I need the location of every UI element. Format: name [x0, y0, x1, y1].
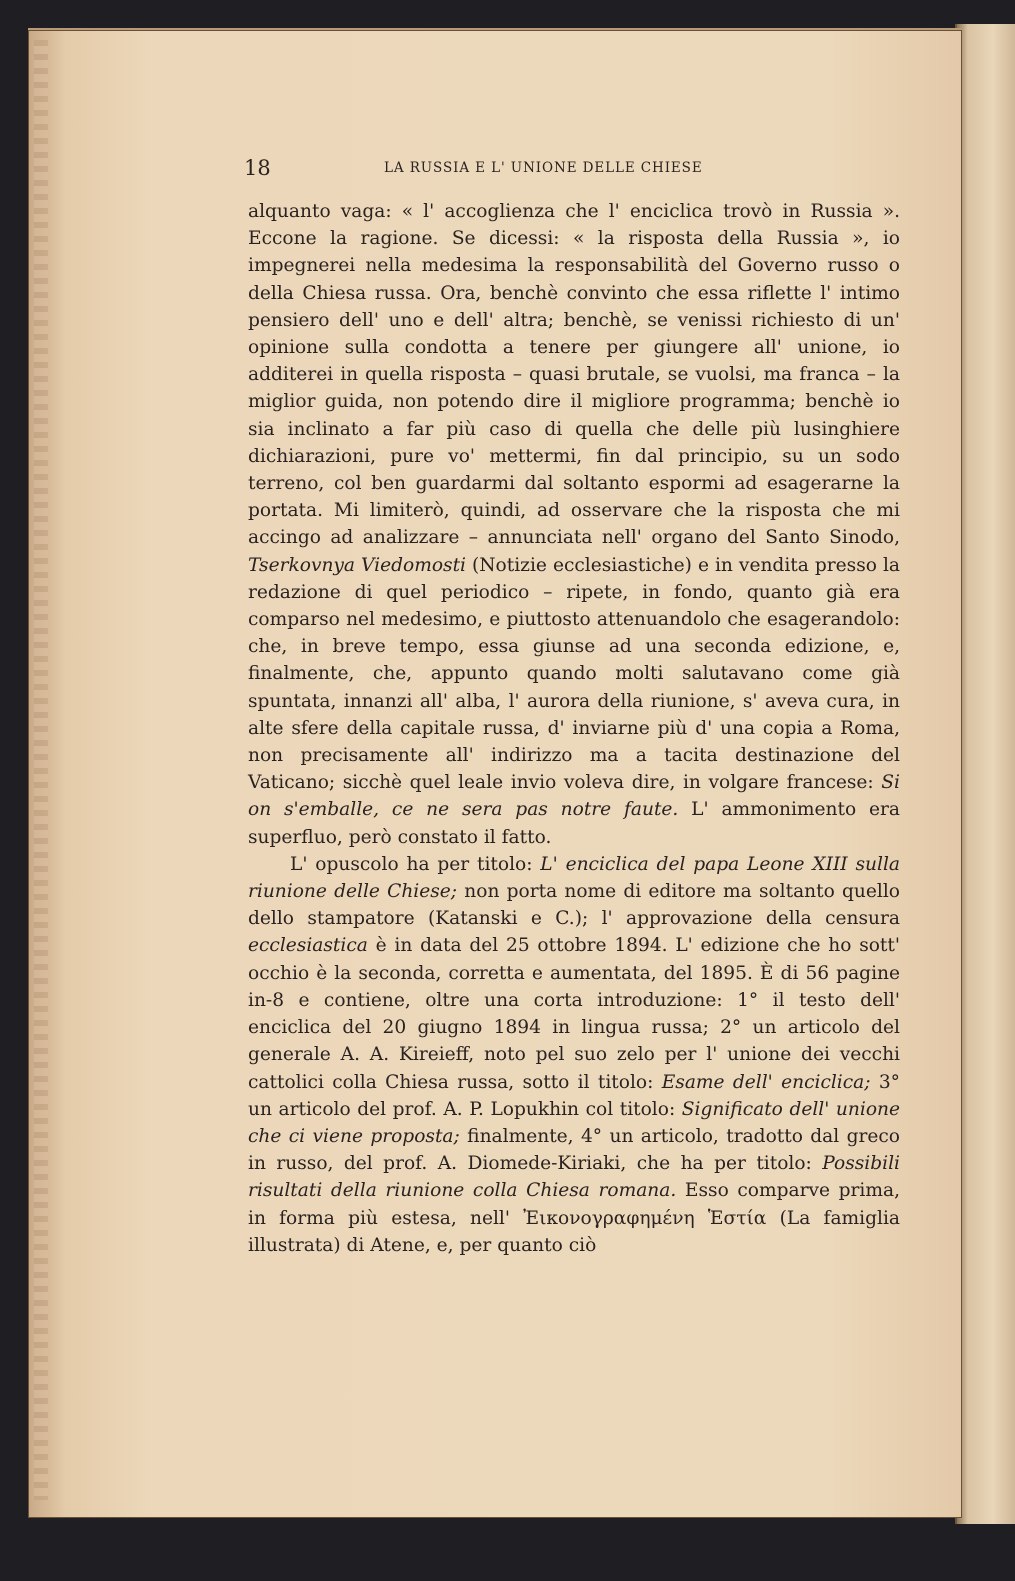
italic-quote: Si on s'emballe, ce ne sera pas notre faute.: [248, 772, 900, 821]
text-run: (Notizie ecclesiastiche) e in vendita presso la redazione di quel periodico – ripete, in fondo, quanto già era comparso nel medesimo, e piuttosto attenuandolo che esagerandolo: che, in breve tempo, essa giunse ad una seconda edizione, e, finalmente, che, appunto quando molti salutavano come già spuntata, innanzi all' alba, l' aurora della riunione, s' aveva cura, in alte sfere della capitale russa, d' inviarne più d' una copia a Roma, non precisamente all' indirizzo ma a tacita destinazione del Vaticano; sicchè quel leale invio voleva dire, in volgare francese:: [248, 554, 900, 794]
italic-title: Possibili risultati della riunione colla Chiesa romana.: [248, 1153, 900, 1202]
text-run: L' ammonimento era superfluo, però constato il fatto.: [248, 799, 900, 848]
text-run: è in data del 25 ottobre 1894. L' edizione che ho sott' occhio è la seconda, corretta e aumentata, del 1895. È di 56 pagine in-8 e contiene, oltre una corta introduzione: 1° il testo dell' enciclica del 20 giugno 1894 in lingua russa; 2° un articolo del generale A. A. Kireieff, noto pel suo zelo per l' unione dei vecchi cattolici colla Chiesa russa, sotto il titolo:: [248, 935, 900, 1093]
text-run: Esso comparve prima, in forma più estesa, nell' Ἐικονογραφημένη Ἑστία (La famiglia illustrata) di Atene, e, per quanto ciò: [248, 1180, 900, 1256]
body-text: [248, 198, 900, 1259]
text-run: L' opuscolo ha per titolo:: [290, 853, 533, 875]
italic-title: Tserkovnya Viedomosti: [248, 554, 466, 576]
italic-title: Esame dell' enciclica;: [661, 1071, 871, 1093]
text-run: non porta nome di editore ma soltanto quello dello stampatore (Katanski e C.); l' approvazione della censura: [248, 881, 900, 930]
page-number: 18: [244, 156, 271, 180]
italic-word: ecclesiastica: [248, 935, 368, 957]
adjacent-page-edges: [955, 24, 1015, 1524]
italic-title: L' enciclica del papa Leone XIII sulla riunione delle Chiese;: [248, 853, 900, 903]
text-run: 3° un articolo del prof. A. P. Lopukhin col titolo:: [248, 1071, 900, 1120]
page-header: [244, 156, 904, 186]
italic-title: Significato dell' unione che ci viene proposta;: [248, 1098, 900, 1147]
text-run: alquanto vaga: « l' accoglienza che l' enciclica trovò in Russia ». Eccone la ragione. Se dicessi: « la risposta della Russia », io impegnerei nella medesima la responsabilità del Governo russo o della Chiesa russa. Ora, benchè convinto che essa riflette l' intimo pensiero dell' uno e dell' altra; benchè, se venissi richiesto di un' opinione sulla condotta a tenere per giungere all' unione, io additerei in quella risposta – quasi brutale, se vuolsi, ma franca – la miglior guida, non potendo dire il migliore programma; benchè io sia inclinato a far più caso di quella che delle più lusinghiere dichiarazioni, pure vo' mettermi, fin dal principio, su un sodo terreno, col ben guardarmi dal soltanto espormi ad esagerarne la portata. Mi limiterò, quindi, ad osservare che la risposta che mi accingo ad analizzare – annunciata nell' organo del Santo Sinodo,: [248, 201, 900, 549]
paragraph: [248, 198, 900, 851]
running-head: LA RUSSIA E L' UNIONE DELLE CHIESE: [384, 160, 703, 176]
paragraph: [248, 851, 900, 1259]
text-run: finalmente, 4° un articolo, tradotto dal greco in russo, del prof. A. Diomede-Kiriaki, che ha per titolo:: [248, 1125, 900, 1175]
